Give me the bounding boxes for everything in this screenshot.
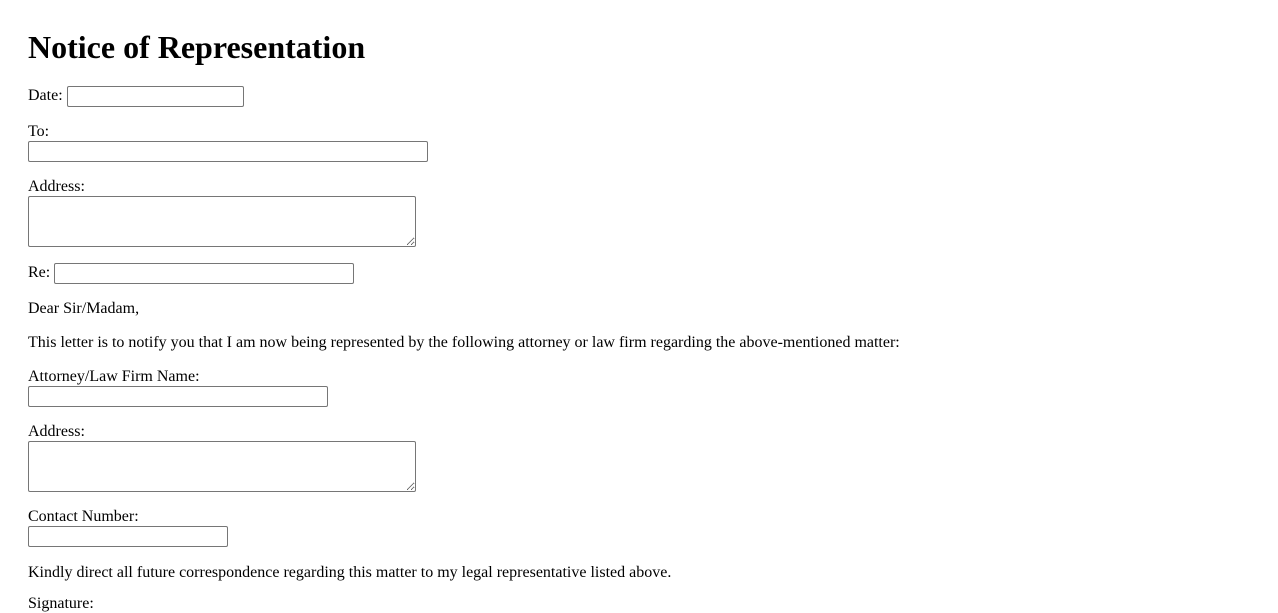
attorney-address-textarea[interactable] [28,441,416,492]
contact-number-label: Contact Number: [28,508,139,525]
salutation-text: Dear Sir/Madam, [28,300,140,317]
notice-text: This letter is to notify you that I am now being represented by the following attorney or law firm regarding the above-mentioned matter: [28,334,900,351]
contact-number-input[interactable] [28,526,228,547]
attorney-address-label: Address: [28,423,85,440]
to-label: To: [28,123,50,140]
re-input[interactable] [54,263,354,284]
attorney-name-label: Attorney/Law Firm Name: [28,368,200,385]
date-input[interactable] [67,86,244,107]
signature-label: Signature: [28,595,94,612]
closing-text: Kindly direct all future correspondence regarding this matter to my legal representative listed above. [28,564,672,581]
re-label: Re: [28,264,51,281]
attorney-name-input[interactable] [28,386,328,407]
recipient-address-textarea[interactable] [28,196,416,247]
page-title: Notice of Representation [28,29,366,65]
date-label: Date: [28,87,63,104]
recipient-address-label: Address: [28,178,85,195]
to-input[interactable] [28,141,428,162]
